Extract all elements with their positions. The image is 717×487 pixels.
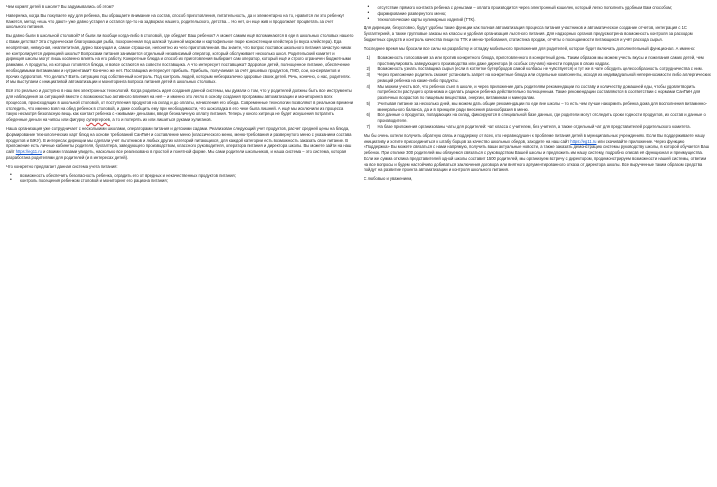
paragraph-organization-end: и своими глазами увидеть, насколько все реализовано в простой и понятной форме. Мы сами родители школьников, и наша система – это система, которая разработана родителями для родителей (и в интересах детей). [6, 149, 347, 160]
paragraph-organization-text: Наша организация уже сотрудничает с несколькими школами, операторами питания и детскими садами. Реализован следующий учет продуктов, расчет средней цены на блюда, формирование технологических карт блюд на основе требований СанПиН и составление меню (классического меню, меню-требования и развернутого меню с указанием состава продуктов и БЖУ). В интересах дирекции мы сделали учет льготников и любых других категорий питающихся, для каждой категории есть возможность заказать свое питание. В приложение есть личные кабинеты родителя, бухгалтера, заведующего производством, классного руководителя, оператора питания и директора школы. Вы можете зайти на наш сайт [6, 126, 352, 154]
left-column [6, 4, 354, 487]
item-number: 3) [366, 72, 371, 78]
list-item: • формирование развернутого меню; [364, 11, 712, 17]
item-number: 7) [366, 123, 371, 129]
paragraph-feedback-end: или скачивайте приложение. Через функцию «Поддержка» Вы можете связаться с нами напрямую, получить ваши актуальные новости, а также заказать демонстрацию системы руководству школы, в которой обучается Ваш ребенок. При отклике 300 родителей мы обязуемся связаться с руководством Вашей школы и предложить им нашу систему, подробно описав её функционал и преимущества. Если же сумма отклика представителей одной школы составит 1500 родителей, мы организуем встречу с директором, продемонстрируем возможности нашей системы, ответим на все вопросы и будем настойчиво добиваться заключения договора или внятного аргументированного отказа от директора школы. Все вырученные таким образом средства пойдут на развитие проекта автоматизации и контроля школьного питания. [363, 138, 710, 173]
list-item [364, 112, 712, 124]
right-column [364, 4, 712, 487]
paragraph-feedback [364, 133, 712, 173]
paragraph-management: Для дирекции, безусловно, будут удобны такие функции как полная автоматизация процесса питания участников и автоматическое создание отчетов, интеграция с 1С бухгалтерией, а также групповые заказы на классы и удобная организация льготного питания. Для надзорных органов предусмотрена возможность контроля за расходом бюджетных средств и контроль качества пищи по ТТК и меню-требования, статистика продаж, отчёты о посещаемости питающихся и учёт расхода сырья. [363, 25, 693, 42]
item-number: 4) [366, 83, 371, 89]
item-text: Учитывая питание за несколько дней, мы можем дать общие рекомендации по еде вне школы – то есть чем лучше накормить ребенка дома для восполнения витаминно-минерального баланса, да и в принципе ради внесения разнообразия в меню. [377, 100, 707, 112]
closing-signature: С любовью и уважением, [363, 176, 413, 182]
list-item [364, 72, 712, 84]
paragraph-technology-text: Всё это реально и доступно в наш век электронных технологий. Когда родились идея создания данной системы, мы думали о том, что у родителей должны быть все инструменты для наблюдения за ситуацией вместе с возможностью активного влияния на неё – и именно это легло в основу создания программы автоматизации и мониторинга всех процессов, происходящих в школьной столовой, от поступления продуктов на склад и до оплаты, начисления его обеда. Современные технологии позволяют в реальном времени отследить, что именно взял на обед ребенок в столовой, и даже сообщить ему при необходимости, что шоколадка в его чеке была лишней. А ещё мы исключили из процесса такую несмотря безопасную вещь как контакт ребенка с «живыми» деньгами, введя безналичную оплату питания. Теперь у юного хитреца не будет искушения потратить обеденные деньги на чипсы или фигурку [6, 88, 354, 123]
site-link[interactable]: https://eg11.ru [570, 138, 597, 144]
item-text: Мы можем учесть всё, что ребенок съел в школе, и через приложение дать родителям рекомендации по составу и количеству домашней еды, чтобы удовлетворить потребности растущего организма и сделать рацион ребенка действительно полноценным. Такие рекомендации составляются в соответствии с нормами СанПиН для различных возрастов по пищевым веществам, энергии, витаминам и минералам. [377, 83, 701, 101]
item-text: Все данные о продуктах, попадающих на склад, фиксируются в специальной базе данных, где родители могут отследить сроки годности продуктов, их состав и данные о производителе. [377, 112, 706, 124]
paragraph-feedback-text: Мы бы очень хотели получить обратную связь и поддержку от всех, кто неравнодушен к проблеме питания детей в муниципальных учреждениях. Если Вы поддерживаете нашу инициативу и хотите присоединиться к штабу борцов за качество школьных обедов, заходите на наш сайт [363, 132, 705, 144]
item-text: Возможность голосования за или против конкретного блюда, приготовленного в конкретный день. Таким образом мы можем учесть вкусы и пожелания самих детей, чем простимулировать заведующего производства или даже директора (в особых случаях) нанести порядок в своих кадрах. [377, 54, 704, 66]
paragraph-food-choice: Наверняка, когда Вы покупаете еду для ребенка, Вы обращаете внимание на состав, способ приготовления, питательность, да и элементарно на то, нравится ли это ребенку! Кажется, метод «ешь что дают» уже давно устарел и остался где-то на задворках нашего, родительского, детства… Но нет, он еще жив и продолжает процветать за счет школьного питания. [6, 12, 344, 30]
list-item [364, 124, 712, 130]
list-item: • технологические карты кулинарных изделий (ТТК). [364, 17, 712, 23]
list-item: • отсутствие прямого контакта ребенка с деньгами – оплата производится через электронный кошелек, который легко пополнить удобным Вам способом; [364, 5, 712, 11]
list-item [364, 101, 712, 113]
app-features-list [364, 55, 712, 130]
item-text: Через приложение родитель сможет установить запрет на конкретные блюда или отдельные компоненты, исходя из индивидуальной непереносимости либо аллергических реакций ребенка на какие-либо продукты. [377, 72, 711, 83]
list-item [364, 55, 712, 67]
item-number: 5) [366, 100, 371, 106]
paragraph-mobile-app: Последнее время мы бросили все силы на разработку и отладку мобильного приложения для родителей, которое будет включать дополнительный функционал. А именно: [363, 45, 696, 51]
paragraph-offer-intro: Что конкретно предлагает данная система учета питания: [6, 163, 118, 169]
features-list-continued [364, 5, 712, 22]
item-text: Возможность узнать поставщика сырья (если в котлетке бутербродов самой колбасы не чувствуется) и тут же в чате обсудить целесообразность сотрудничества с ним. [377, 66, 703, 72]
paragraph-organization [6, 126, 354, 161]
site-link[interactable]: https://eg11.ru [15, 149, 42, 154]
item-number: 2) [366, 66, 371, 72]
paragraph-technology-end: , а то и потерять их или лишиться руками хулиганов. [110, 117, 212, 123]
list-item: • контроль посещения ребенком столовой и мониторинг его рациона питания; [6, 178, 354, 184]
features-list [6, 173, 354, 185]
paragraph-school-canteen: Вы давно были в школьной столовой? И были ли вообще когда-либо в столовой, где обедает Ваш ребенок? А может самим ещё вспоминаются в еде в школьных столовых нашего с Вами детства? Эта студенческая благоухающая рыба, похороненная под шапкой тушеной моркови и картофельное пюре консистенции клейстера (и вкуса клейстера). Еда неопрятная, невкусная, неаппетитная, дурно пахнущая и, самое страшное, непонятно из чего приготовленная. Вы знаете, что вопрос поставок школьного питания зачастую никак не контролируется дирекцией школы? Вопросами питания занимается отдельный независимый оператор, который обслуживает несколько школ. Родительский комитет и дирекция школы могут лишь косвенно влиять на его работу. Конкретные блюда и способ их приготовления выбирает сам оператор, который ещё и строго ограничен бюджетными рамками. А продукты, из которых готовятся блюда, и вовсе остаются на совести поставщика. А что интересует поставщика? Здоровое детей, полноценное питание, обеспечение необходимыми витаминами и нутриентами? Конечно же нет. Поставщика интересует прибыль. Прибыль, получаемая за счёт дешевых продуктов, ГМО, сои, консервантов и прочих суррогатов. Что делать? Взять ситуацию под собственный контроль. Под контроль людей, которым небезразлично здоровье своих детей. Речь, конечно, о нас, родителях. И мы выступаем с инициативой автоматизации и мониторинга вопроса питания детей в школьных столовых. [6, 33, 354, 85]
list-item: • возможность обеспечить безопасность ребенка, оградить его от вредных и некачественных продуктов питания; [6, 173, 354, 179]
intro-question: Чем кормят детей в школе? Вы задумывались об этом? [6, 4, 114, 9]
list-item [364, 84, 712, 101]
item-text: На базе приложения организованы чаты для родителей: чат класса с учителем, без учителя, а также отдельный чат для представителей родительского комитета. [377, 123, 691, 129]
item-number: 1) [366, 54, 371, 60]
item-number: 6) [366, 112, 371, 118]
spellcheck-word[interactable]: супергероев [86, 117, 111, 123]
paragraph-technology [6, 88, 354, 123]
